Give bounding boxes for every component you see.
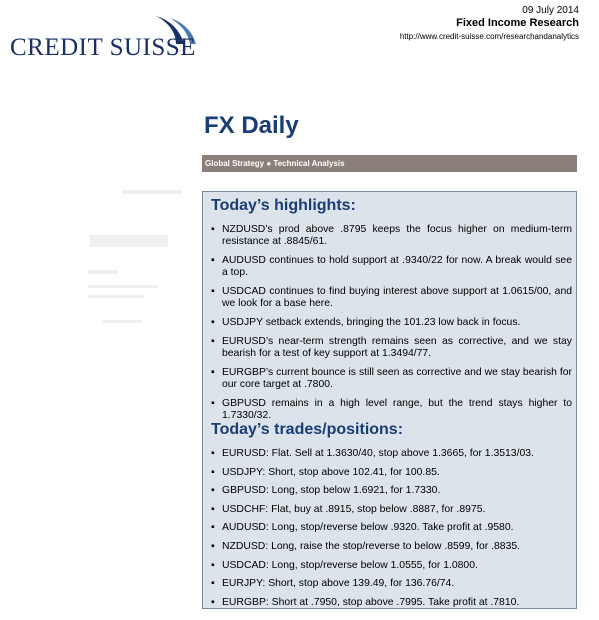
list-item: ▪ EURGBP’s current bounce is still seen as corrective and we stay bearish for our core target at .7800. <box>211 366 572 390</box>
faded-sidebar-text <box>82 185 192 345</box>
department-name: Fixed Income Research <box>456 17 579 29</box>
bullet-icon: ▪ <box>211 224 215 235</box>
bullet-icon: ▪ <box>211 397 215 409</box>
list-item: ▪ AUDUSD continues to hold support at .9340/22 for now. A break would see a top. <box>211 255 572 279</box>
research-url-link[interactable]: http://www.credit-suisse.com/researchandanalytics <box>399 32 579 41</box>
bullet-icon: ▪ <box>211 286 215 297</box>
list-item: ▪ EURJPY: Short, stop above 139.49, for 136.76/74. <box>211 578 455 590</box>
bullet-icon: ▪ <box>211 366 215 378</box>
section-band: Global Strategy ● Technical Analysis <box>202 155 577 172</box>
list-item: ▪ GBPUSD remains in a high level range, but the trend stays higher to 1.7330/32. <box>211 397 572 421</box>
trades-heading: Today’s trades/positions: <box>211 421 404 438</box>
bullet-icon: ▪ <box>211 448 215 459</box>
page-title: FX Daily <box>204 112 299 139</box>
brand-name: CREDIT SUISSE <box>10 34 196 61</box>
bullet-icon: ▪ <box>211 522 215 534</box>
list-item: ▪ USDCAD continues to find buying interest above support at 1.0615/00, and we look for a base here. <box>211 286 572 310</box>
trades-list <box>209 448 572 615</box>
bullet-icon: ▪ <box>211 578 215 590</box>
list-item: ▪ USDJPY: Short, stop above 102.41, for 100.85. <box>211 466 440 478</box>
credit-suisse-logo <box>10 14 210 60</box>
list-item: ▪ EURGBP: Short at .7950, stop above .7995. Take profit at .7810. <box>211 596 520 608</box>
bullet-icon: ▪ <box>211 596 215 608</box>
list-item: ▪ EURUSD’s near-term strength remains seen as corrective, and we stay bearish for a test of key support at 1.3494/77. <box>211 335 572 359</box>
bullet-icon: ▪ <box>211 317 215 328</box>
bullet-icon: ▪ <box>211 540 215 552</box>
list-item: ▪ USDJPY setback extends, bringing the 101.23 low back in focus. <box>211 317 521 328</box>
list-item: ▪ USDCAD: Long, stop/reverse below 1.0555, for 1.0800. <box>211 559 478 571</box>
bullet-icon: ▪ <box>211 503 215 515</box>
list-item: ▪ NZDUSD’s prod above .8795 keeps the focus higher on medium-term resistance at .8845/61. <box>211 224 572 248</box>
list-item: ▪ EURUSD: Flat. Sell at 1.3630/40, stop above 1.3665, for 1.3513/03. <box>211 448 534 459</box>
highlights-list <box>209 224 572 429</box>
list-item: ▪ AUDUSD: Long, stop/reverse below .9320. Take profit at .9580. <box>211 522 514 534</box>
list-item: ▪ GBPUSD: Long, stop below 1.6921, for 1.7330. <box>211 485 441 497</box>
bullet-icon: ▪ <box>211 559 215 571</box>
bullet-icon: ▪ <box>211 485 215 497</box>
list-item: ▪ USDCHF: Flat, buy at .8915, stop below .8887, for .8975. <box>211 503 486 515</box>
bullet-icon: ▪ <box>211 335 215 347</box>
highlights-box <box>202 191 577 609</box>
report-header <box>400 4 579 43</box>
bullet-icon: ▪ <box>211 466 215 478</box>
list-item: ▪ NZDUSD: Long, raise the stop/reverse to below .8599, for .8835. <box>211 540 521 552</box>
bullet-icon: ▪ <box>211 255 215 266</box>
report-date: 09 July 2014 <box>522 5 579 16</box>
highlights-heading: Today’s highlights: <box>211 197 356 214</box>
